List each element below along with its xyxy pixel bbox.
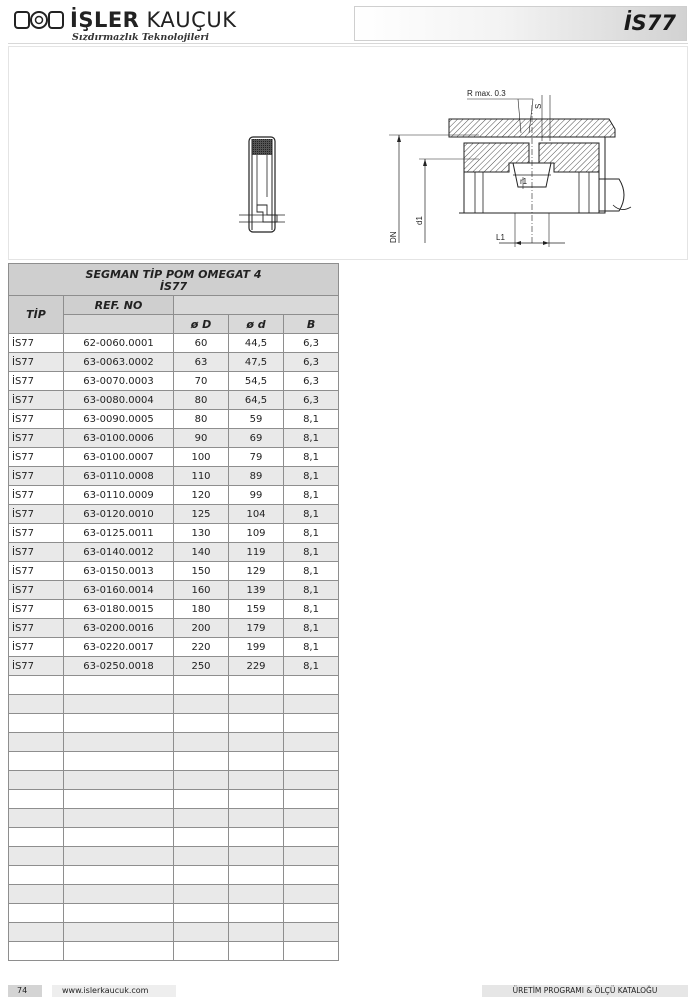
cell-width: 8,1 bbox=[284, 600, 339, 619]
cell-tip: İS77 bbox=[9, 410, 64, 429]
label-dn: DN bbox=[389, 231, 398, 243]
technical-drawing bbox=[8, 46, 688, 260]
page-number: 74 bbox=[8, 985, 42, 997]
cell-ref-no: 63-0220.0017 bbox=[64, 638, 174, 657]
table-row bbox=[9, 581, 339, 600]
empty-table-row bbox=[9, 714, 339, 733]
empty-cell bbox=[284, 733, 339, 752]
empty-cell bbox=[284, 942, 339, 961]
column-header-ref: REF. NO bbox=[64, 296, 174, 315]
cell-ref-no: 63-0160.0014 bbox=[64, 581, 174, 600]
product-table bbox=[8, 263, 339, 961]
cell-ref-no: 62-0060.0001 bbox=[64, 334, 174, 353]
table-row bbox=[9, 543, 339, 562]
empty-cell bbox=[174, 847, 229, 866]
empty-cell bbox=[64, 695, 174, 714]
cell-tip: İS77 bbox=[9, 543, 64, 562]
product-code: İS77 bbox=[623, 11, 676, 35]
cell-outer-diameter: 80 bbox=[174, 391, 229, 410]
empty-cell bbox=[64, 885, 174, 904]
cell-ref-no: 63-0180.0015 bbox=[64, 600, 174, 619]
empty-cell bbox=[229, 923, 284, 942]
cell-inner-diameter: 229 bbox=[229, 657, 284, 676]
empty-cell bbox=[174, 771, 229, 790]
brand-logo-icon bbox=[14, 10, 64, 30]
empty-cell bbox=[174, 866, 229, 885]
table-title-line2: İS77 bbox=[159, 279, 188, 293]
empty-table-row bbox=[9, 676, 339, 695]
cell-width: 8,1 bbox=[284, 638, 339, 657]
table-row bbox=[9, 562, 339, 581]
brand-name-bold: İŞLER bbox=[70, 8, 140, 32]
product-code-banner bbox=[354, 6, 687, 41]
cell-width: 8,1 bbox=[284, 657, 339, 676]
empty-cell bbox=[229, 866, 284, 885]
table-row bbox=[9, 334, 339, 353]
empty-cell bbox=[9, 771, 64, 790]
empty-cell bbox=[174, 904, 229, 923]
empty-cell bbox=[9, 923, 64, 942]
empty-cell bbox=[9, 752, 64, 771]
website-link[interactable]: www.islerkaucuk.com bbox=[52, 985, 176, 997]
cell-tip: İS77 bbox=[9, 448, 64, 467]
cell-inner-diameter: 89 bbox=[229, 467, 284, 486]
cell-outer-diameter: 120 bbox=[174, 486, 229, 505]
empty-table-row bbox=[9, 885, 339, 904]
column-header-inner-diameter: ø d bbox=[229, 315, 284, 334]
empty-cell bbox=[9, 809, 64, 828]
empty-table-row bbox=[9, 923, 339, 942]
empty-cell bbox=[9, 866, 64, 885]
empty-cell bbox=[9, 847, 64, 866]
table-row bbox=[9, 638, 339, 657]
ring-side-view bbox=[239, 137, 285, 232]
brand-name bbox=[70, 8, 236, 32]
product-table-wrapper bbox=[8, 263, 338, 961]
drawing-canvas bbox=[9, 47, 689, 261]
cell-width: 8,1 bbox=[284, 505, 339, 524]
cell-width: 6,3 bbox=[284, 353, 339, 372]
cell-tip: İS77 bbox=[9, 505, 64, 524]
column-header-ref-blank bbox=[64, 315, 174, 334]
empty-cell bbox=[9, 676, 64, 695]
cell-tip: İS77 bbox=[9, 486, 64, 505]
cell-width: 8,1 bbox=[284, 581, 339, 600]
cell-inner-diameter: 69 bbox=[229, 429, 284, 448]
empty-cell bbox=[174, 752, 229, 771]
cell-outer-diameter: 150 bbox=[174, 562, 229, 581]
cell-tip: İS77 bbox=[9, 429, 64, 448]
empty-cell bbox=[229, 828, 284, 847]
cell-width: 6,3 bbox=[284, 372, 339, 391]
cell-ref-no: 63-0080.0004 bbox=[64, 391, 174, 410]
empty-cell bbox=[64, 790, 174, 809]
empty-cell bbox=[64, 676, 174, 695]
cell-outer-diameter: 220 bbox=[174, 638, 229, 657]
table-row bbox=[9, 524, 339, 543]
label-r1: r1 bbox=[520, 177, 528, 186]
label-s: S bbox=[534, 103, 543, 109]
cell-tip: İS77 bbox=[9, 334, 64, 353]
empty-cell bbox=[229, 942, 284, 961]
empty-cell bbox=[174, 790, 229, 809]
empty-cell bbox=[64, 923, 174, 942]
label-r-max: R max. 0.3 bbox=[467, 89, 506, 98]
table-row bbox=[9, 353, 339, 372]
empty-cell bbox=[229, 904, 284, 923]
cell-width: 8,1 bbox=[284, 619, 339, 638]
empty-cell bbox=[174, 942, 229, 961]
cell-ref-no: 63-0063.0002 bbox=[64, 353, 174, 372]
table-row bbox=[9, 505, 339, 524]
empty-cell bbox=[284, 714, 339, 733]
cell-ref-no: 63-0070.0003 bbox=[64, 372, 174, 391]
empty-cell bbox=[284, 809, 339, 828]
cell-outer-diameter: 250 bbox=[174, 657, 229, 676]
cell-inner-diameter: 119 bbox=[229, 543, 284, 562]
empty-cell bbox=[174, 676, 229, 695]
empty-cell bbox=[9, 942, 64, 961]
empty-cell bbox=[229, 790, 284, 809]
empty-cell bbox=[64, 809, 174, 828]
table-row bbox=[9, 448, 339, 467]
cell-tip: İS77 bbox=[9, 524, 64, 543]
cell-inner-diameter: 129 bbox=[229, 562, 284, 581]
cell-width: 8,1 bbox=[284, 410, 339, 429]
cell-ref-no: 63-0140.0012 bbox=[64, 543, 174, 562]
empty-cell bbox=[64, 904, 174, 923]
table-body bbox=[9, 334, 339, 961]
cell-width: 8,1 bbox=[284, 448, 339, 467]
table-row bbox=[9, 619, 339, 638]
cell-ref-no: 63-0100.0007 bbox=[64, 448, 174, 467]
cell-tip: İS77 bbox=[9, 391, 64, 410]
empty-cell bbox=[229, 847, 284, 866]
empty-cell bbox=[174, 733, 229, 752]
cell-inner-diameter: 104 bbox=[229, 505, 284, 524]
empty-cell bbox=[174, 885, 229, 904]
empty-cell bbox=[174, 923, 229, 942]
cell-inner-diameter: 47,5 bbox=[229, 353, 284, 372]
cell-outer-diameter: 160 bbox=[174, 581, 229, 600]
table-row bbox=[9, 372, 339, 391]
empty-cell bbox=[64, 714, 174, 733]
empty-cell bbox=[64, 771, 174, 790]
empty-cell bbox=[229, 676, 284, 695]
cell-ref-no: 63-0250.0018 bbox=[64, 657, 174, 676]
empty-cell bbox=[174, 695, 229, 714]
empty-cell bbox=[9, 790, 64, 809]
cell-width: 8,1 bbox=[284, 562, 339, 581]
empty-table-row bbox=[9, 828, 339, 847]
empty-table-row bbox=[9, 847, 339, 866]
seal-cross-section bbox=[389, 95, 631, 247]
empty-cell bbox=[284, 695, 339, 714]
label-l1: L1 bbox=[496, 233, 505, 242]
cell-ref-no: 63-0150.0013 bbox=[64, 562, 174, 581]
cell-width: 8,1 bbox=[284, 543, 339, 562]
label-d1: d1 bbox=[415, 216, 424, 225]
cell-tip: İS77 bbox=[9, 619, 64, 638]
empty-cell bbox=[284, 676, 339, 695]
empty-table-row bbox=[9, 904, 339, 923]
cell-outer-diameter: 140 bbox=[174, 543, 229, 562]
empty-cell bbox=[229, 809, 284, 828]
empty-cell bbox=[9, 714, 64, 733]
empty-cell bbox=[174, 714, 229, 733]
cell-inner-diameter: 54,5 bbox=[229, 372, 284, 391]
empty-cell bbox=[229, 733, 284, 752]
empty-cell bbox=[64, 942, 174, 961]
table-row bbox=[9, 486, 339, 505]
empty-table-row bbox=[9, 866, 339, 885]
cell-ref-no: 63-0090.0005 bbox=[64, 410, 174, 429]
cell-width: 8,1 bbox=[284, 467, 339, 486]
empty-table-row bbox=[9, 771, 339, 790]
cell-outer-diameter: 60 bbox=[174, 334, 229, 353]
empty-table-row bbox=[9, 809, 339, 828]
cell-outer-diameter: 125 bbox=[174, 505, 229, 524]
empty-table-row bbox=[9, 695, 339, 714]
empty-table-row bbox=[9, 733, 339, 752]
cell-width: 8,1 bbox=[284, 524, 339, 543]
cell-inner-diameter: 109 bbox=[229, 524, 284, 543]
cell-tip: İS77 bbox=[9, 562, 64, 581]
empty-cell bbox=[284, 828, 339, 847]
empty-table-row bbox=[9, 790, 339, 809]
table-row bbox=[9, 600, 339, 619]
empty-table-row bbox=[9, 942, 339, 961]
cell-ref-no: 63-0100.0006 bbox=[64, 429, 174, 448]
cell-tip: İS77 bbox=[9, 581, 64, 600]
cell-inner-diameter: 99 bbox=[229, 486, 284, 505]
brand-name-light: KAUÇUK bbox=[146, 8, 237, 32]
cell-width: 8,1 bbox=[284, 429, 339, 448]
cell-ref-no: 63-0120.0010 bbox=[64, 505, 174, 524]
empty-cell bbox=[229, 885, 284, 904]
empty-cell bbox=[229, 752, 284, 771]
empty-cell bbox=[229, 714, 284, 733]
column-header-tip: TİP bbox=[9, 296, 64, 334]
cell-width: 6,3 bbox=[284, 334, 339, 353]
cell-ref-no: 63-0110.0008 bbox=[64, 467, 174, 486]
column-header-outer-diameter: ø D bbox=[174, 315, 229, 334]
table-row bbox=[9, 410, 339, 429]
empty-table-row bbox=[9, 752, 339, 771]
empty-cell bbox=[284, 847, 339, 866]
brand-header bbox=[14, 8, 354, 42]
empty-cell bbox=[64, 752, 174, 771]
cell-outer-diameter: 110 bbox=[174, 467, 229, 486]
cell-inner-diameter: 79 bbox=[229, 448, 284, 467]
cell-outer-diameter: 100 bbox=[174, 448, 229, 467]
empty-cell bbox=[284, 923, 339, 942]
cell-outer-diameter: 200 bbox=[174, 619, 229, 638]
cell-width: 6,3 bbox=[284, 391, 339, 410]
empty-cell bbox=[284, 885, 339, 904]
cell-outer-diameter: 70 bbox=[174, 372, 229, 391]
cell-ref-no: 63-0110.0009 bbox=[64, 486, 174, 505]
cell-tip: İS77 bbox=[9, 353, 64, 372]
empty-cell bbox=[284, 790, 339, 809]
empty-cell bbox=[9, 695, 64, 714]
table-row bbox=[9, 391, 339, 410]
cell-ref-no: 63-0200.0016 bbox=[64, 619, 174, 638]
column-header-dimensions bbox=[174, 296, 339, 315]
cell-tip: İS77 bbox=[9, 467, 64, 486]
empty-cell bbox=[174, 828, 229, 847]
empty-cell bbox=[64, 733, 174, 752]
table-row bbox=[9, 657, 339, 676]
cell-width: 8,1 bbox=[284, 486, 339, 505]
cell-outer-diameter: 180 bbox=[174, 600, 229, 619]
empty-cell bbox=[64, 828, 174, 847]
cell-outer-diameter: 80 bbox=[174, 410, 229, 429]
table-row bbox=[9, 429, 339, 448]
cell-tip: İS77 bbox=[9, 372, 64, 391]
cell-outer-diameter: 90 bbox=[174, 429, 229, 448]
empty-cell bbox=[64, 847, 174, 866]
cell-inner-diameter: 139 bbox=[229, 581, 284, 600]
cell-tip: İS77 bbox=[9, 657, 64, 676]
brand-tagline: Sızdırmazlık Teknolojileri bbox=[72, 32, 209, 43]
cell-ref-no: 63-0125.0011 bbox=[64, 524, 174, 543]
table-title-line1: SEGMAN TİP POM OMEGAT 4 bbox=[85, 267, 262, 281]
table-title bbox=[9, 264, 339, 296]
cell-inner-diameter: 64,5 bbox=[229, 391, 284, 410]
empty-cell bbox=[284, 866, 339, 885]
catalog-title: ÜRETİM PROGRAMI & ÖLÇÜ KATALOĞU bbox=[482, 985, 688, 997]
empty-cell bbox=[9, 904, 64, 923]
cell-inner-diameter: 179 bbox=[229, 619, 284, 638]
empty-cell bbox=[9, 733, 64, 752]
empty-cell bbox=[229, 771, 284, 790]
empty-cell bbox=[284, 752, 339, 771]
cell-inner-diameter: 44,5 bbox=[229, 334, 284, 353]
empty-cell bbox=[229, 695, 284, 714]
empty-cell bbox=[9, 828, 64, 847]
cell-inner-diameter: 199 bbox=[229, 638, 284, 657]
empty-cell bbox=[284, 904, 339, 923]
page-footer bbox=[8, 985, 688, 997]
header-divider bbox=[8, 43, 688, 44]
column-header-width: B bbox=[284, 315, 339, 334]
cell-tip: İS77 bbox=[9, 600, 64, 619]
table-row bbox=[9, 467, 339, 486]
empty-cell bbox=[64, 866, 174, 885]
cell-inner-diameter: 159 bbox=[229, 600, 284, 619]
cell-outer-diameter: 63 bbox=[174, 353, 229, 372]
empty-cell bbox=[174, 809, 229, 828]
empty-cell bbox=[284, 771, 339, 790]
empty-cell bbox=[9, 885, 64, 904]
cell-tip: İS77 bbox=[9, 638, 64, 657]
cell-inner-diameter: 59 bbox=[229, 410, 284, 429]
cell-outer-diameter: 130 bbox=[174, 524, 229, 543]
